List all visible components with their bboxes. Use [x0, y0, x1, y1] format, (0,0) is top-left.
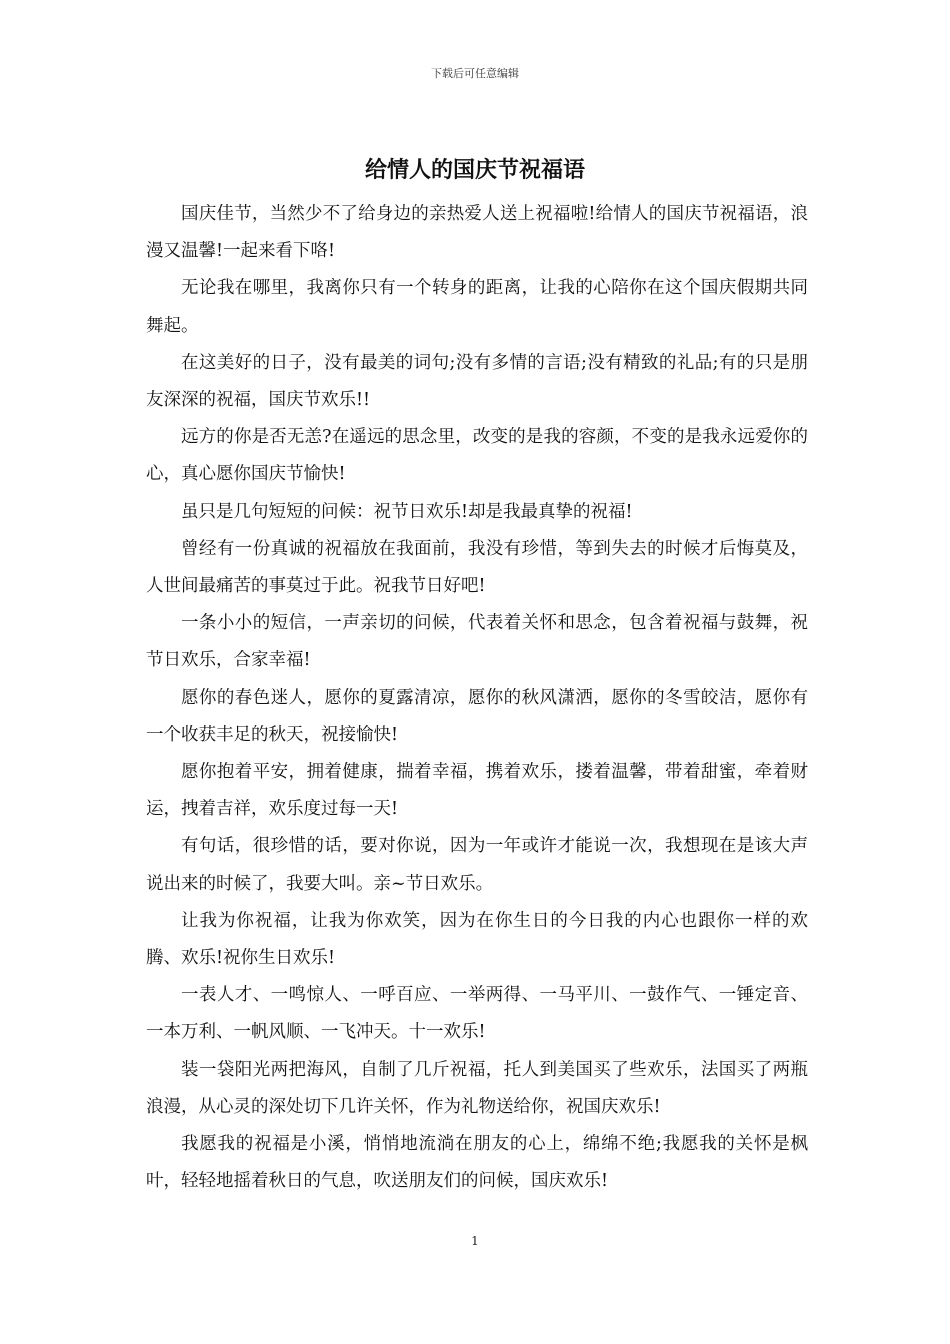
paragraph-7: 一条小小的短信，一声亲切的问候，代表着关怀和思念，包含着祝福与鼓舞，祝节日欢乐，合家幸福! [146, 613, 808, 671]
paragraph-12: 一表人才、一鸣惊人、一呼百应、一举两得、一马平川、一鼓作气、一锤定音、一本万利、一帆风顺、一飞冲天。十一欢乐! [146, 985, 808, 1043]
paragraph-1: 国庆佳节，当然少不了给身边的亲热爱人送上祝福啦!给情人的国庆节祝福语，浪漫又温馨!一起来看下咯! [146, 204, 808, 262]
paragraph-14: 我愿我的祝福是小溪，悄悄地流淌在朋友的心上，绵绵不绝;我愿我的关怀是枫叶，轻轻地摇着秋日的气息，吹送朋友们的问候，国庆欢乐! [146, 1134, 808, 1192]
paragraph-11: 让我为你祝福，让我为你欢笑，因为在你生日的今日我的内心也跟你一样的欢腾、欢乐!祝你生日欢乐! [146, 910, 808, 969]
paragraph-4: 远方的你是否无恙?在遥远的思念里，改变的是我的容颜，不变的是我永远爱你的心，真心愿你国庆节愉快! [146, 427, 808, 485]
paragraph-2: 无论我在哪里，我离你只有一个转身的距离，让我的心陪你在这个国庆假期共同舞起。 [146, 278, 808, 336]
paragraph-13: 装一袋阳光两把海风，自制了几斤祝福，托人到美国买了些欢乐，法国买了两瓶浪漫，从心灵的深处切下几许关怀，作为礼物送给你，祝国庆欢乐! [146, 1059, 808, 1117]
paragraph-5: 虽只是几句短短的问候：祝节日欢乐!却是我最真挚的祝福! [181, 501, 633, 522]
paragraph-10: 有句话，很珍惜的话，要对你说，因为一年或许才能说一次，我想现在是该大声说出来的时候了，我要大叫。亲~节日欢乐。 [146, 836, 808, 894]
document-title: 给情人的国庆节祝福语 [364, 157, 585, 183]
paragraph-3: 在这美好的日子，没有最美的词句;没有多情的言语;没有精致的礼品;有的只是朋友深深的祝福，国庆节欢乐!! [146, 352, 808, 411]
paragraph-6: 曾经有一份真诚的祝福放在我面前，我没有珍惜，等到失去的时候才后悔莫及，人世间最痛苦的事莫过于此。祝我节日好吧! [146, 538, 808, 597]
page-header: 下载后可任意编辑 [431, 67, 519, 80]
page-number: 1 [471, 1234, 479, 1248]
document-body [146, 196, 808, 1200]
paragraph-9: 愿你抱着平安，拥着健康，揣着幸福，携着欢乐，搂着温馨，带着甜蜜，牵着财运，拽着吉祥，欢乐度过每一天! [146, 762, 808, 820]
paragraph-8: 愿你的春色迷人，愿你的夏露清凉，愿你的秋风潇洒，愿你的冬雪皎洁，愿你有一个收获丰足的秋天，祝接愉快! [146, 687, 808, 745]
